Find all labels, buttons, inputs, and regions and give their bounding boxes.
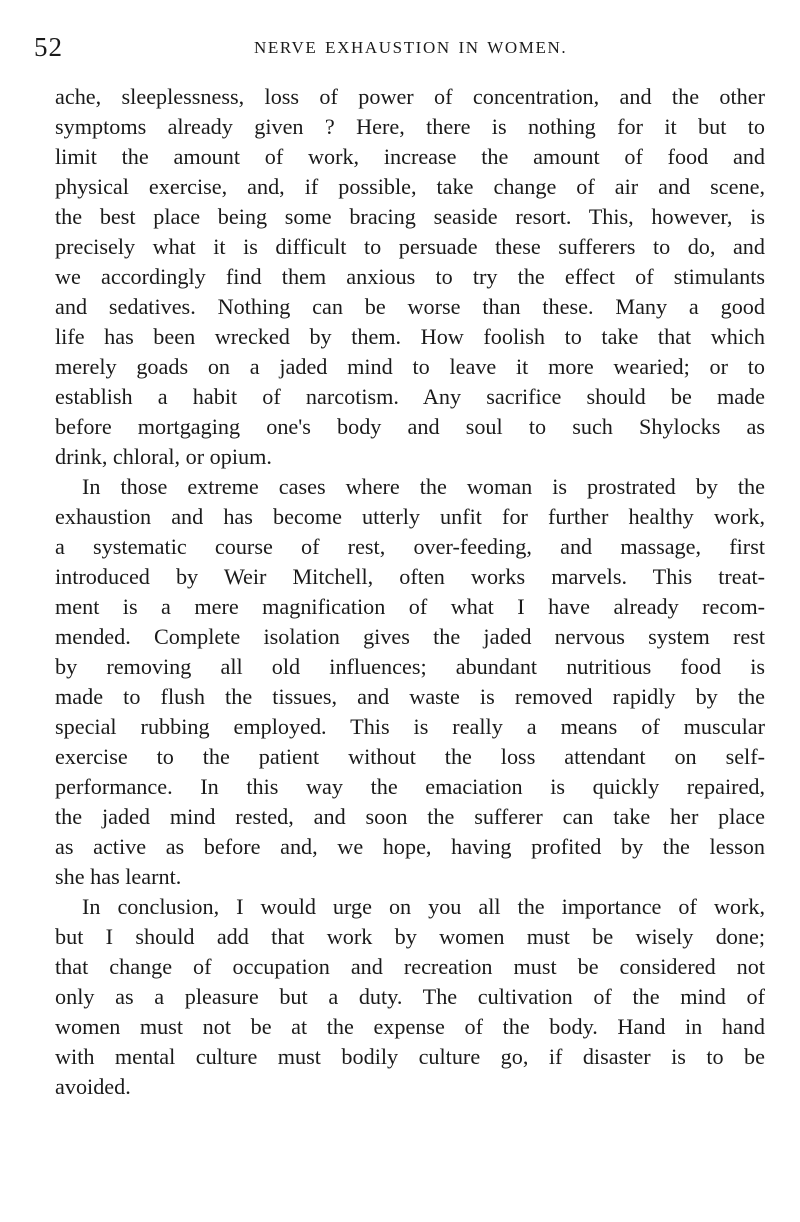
text-line: In conclusion, I would urge on you all the importance of work, [82,894,765,919]
text-line: In those extreme cases where the woman is prostrated by the [82,474,765,499]
text-line: limit the amount of work, increase the amount of food and [55,144,765,169]
text-line: before mortgaging one's body and soul to such Shylocks as [55,414,765,439]
text-line: we accordingly find them anxious to try the effect of stimulants [55,264,765,289]
text-line: that change of occupation and recreation must be considered not [55,954,765,979]
paragraph [55,892,765,1102]
text-line: with mental culture must bodily culture go, if disaster is to be [55,1044,765,1069]
text-line: precisely what it is difficult to persuade these sufferers to do, and [55,234,765,259]
body-text [55,82,765,1102]
text-line: exercise to the patient without the loss attendant on self- [55,744,765,769]
running-head [34,30,774,64]
text-line: symptoms already given ? Here, there is nothing for it but to [55,114,765,139]
paragraph [55,82,765,472]
text-line: life has been wrecked by them. How foolish to take that which [55,324,765,349]
running-title: NERVE EXHAUSTION IN WOMEN. [254,38,568,57]
text-line: she has learnt. [55,864,182,889]
text-line: ache, sleeplessness, loss of power of concentration, and the other [55,84,765,109]
text-line: made to flush the tissues, and waste is removed rapidly by the [55,684,765,709]
text-line: a systematic course of rest, over-feeding, and massage, first [55,534,765,559]
text-line: exhaustion and has become utterly unfit for further healthy work, [55,504,765,529]
text-line: by removing all old influences; abundant nutritious food is [55,654,765,679]
text-line: women must not be at the expense of the body. Hand in hand [55,1014,765,1039]
text-line: ment is a mere magnification of what I have already recom- [55,594,765,619]
paragraph [55,472,765,892]
text-line: introduced by Weir Mitchell, often works marvels. This treat- [55,564,765,589]
text-line: drink, chloral, or opium. [55,444,272,469]
text-line: mended. Complete isolation gives the jaded nervous system rest [55,624,765,649]
text-line: only as a pleasure but a duty. The cultivation of the mind of [55,984,765,1009]
page-number: 52 [34,32,63,62]
text-line: physical exercise, and, if possible, take change of air and scene, [55,174,765,199]
text-line: the best place being some bracing seaside resort. This, however, is [55,204,765,229]
text-line: merely goads on a jaded mind to leave it more wearied; or to [55,354,765,379]
text-line: and sedatives. Nothing can be worse than these. Many a good [55,294,765,319]
text-line: the jaded mind rested, and soon the sufferer can take her place [55,804,765,829]
text-line: avoided. [55,1074,131,1099]
text-line: performance. In this way the emaciation is quickly repaired, [55,774,765,799]
text-line: but I should add that work by women must be wisely done; [55,924,765,949]
text-line: as active as before and, we hope, having profited by the lesson [55,834,765,859]
text-line: special rubbing employed. This is really a means of muscular [55,714,765,739]
text-line: establish a habit of narcotism. Any sacrifice should be made [55,384,765,409]
